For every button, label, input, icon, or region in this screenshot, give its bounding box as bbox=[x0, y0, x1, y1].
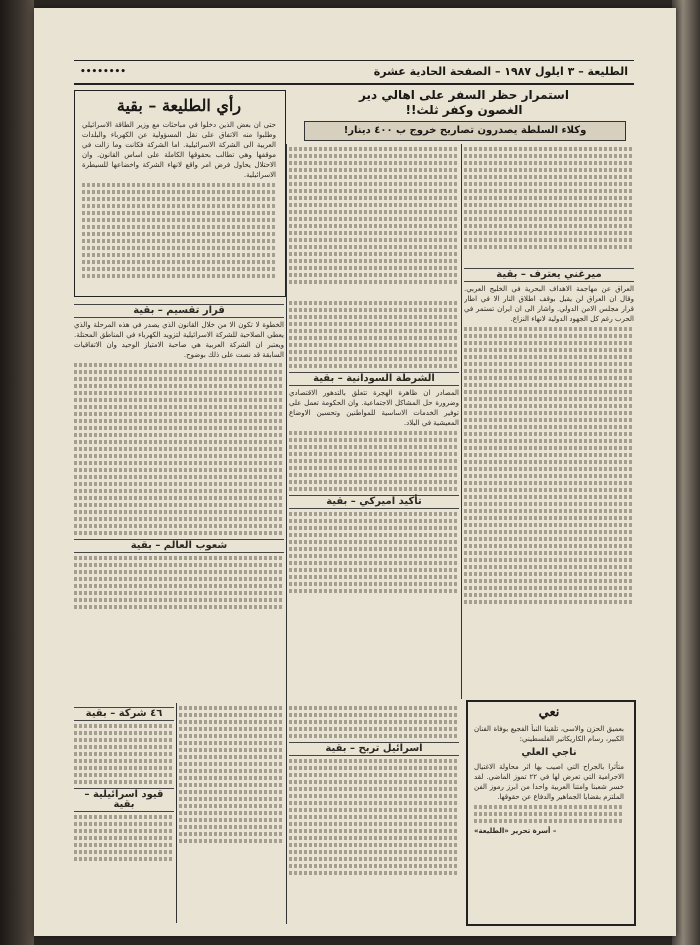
section-title-merghani: ميرغني يعترف – بقية bbox=[464, 268, 634, 282]
headline bbox=[284, 88, 644, 118]
column-middle bbox=[289, 298, 459, 698]
article-middle-upper bbox=[289, 144, 459, 294]
obituary-text: متأثرا بالجراح التي اصيب بها اثر محاولة الاغتيال الاجرامية التي تعرض لها في ٢٢ تموز الماضي. لقد خسر شعبنا وامتنا العربية واحدا من ابرز رموز الفن الملتزم بقضايا الجماهير والدفاع عن حقوقها. bbox=[474, 763, 624, 801]
sudan-text: المصادر ان ظاهرة الهجرة تتعلق بالتدهور الاقتصادي وضرورة حل المشاكل الاجتماعية. وان الحكومة تعمل على توفير الخدمات الاساسية للمواطنين وتحسين الاوضاع المعيشية في البلاد. bbox=[289, 389, 459, 427]
section-title-us: تأكيد اميركي – بقية bbox=[289, 495, 459, 509]
section-title-sudan: الشرطة السودانية – بقية bbox=[289, 372, 459, 386]
section-title-partition: قرار تقسيم – بقية bbox=[74, 304, 284, 318]
column-rule bbox=[286, 144, 287, 924]
header-date-label: الطليعة – ٣ ايلول ١٩٨٧ – الصفحة الحادية عشرة bbox=[373, 65, 628, 78]
column-right bbox=[464, 264, 634, 694]
obituary-body bbox=[474, 724, 624, 920]
obituary-lead: بعميق الحزن والاسى، تلقينا النبأ الفجيع بوفاة الفنان الكبير، رسام الكاريكاتير الفلسطيني: bbox=[474, 725, 624, 743]
obituary-title: نعي bbox=[538, 705, 560, 720]
column-lower-left-2 bbox=[179, 703, 284, 923]
column-lower-middle bbox=[289, 703, 459, 923]
column-left bbox=[74, 300, 284, 700]
obituary-signoff: – أسرة تحرير «الطليعة» bbox=[474, 827, 557, 835]
section-title-israel: اسرائيل تربح – بقية bbox=[289, 742, 459, 756]
column-rule bbox=[176, 703, 177, 923]
article-right-upper bbox=[464, 144, 634, 264]
opinion-body bbox=[82, 120, 276, 290]
column-rule bbox=[461, 144, 462, 699]
merghani-text: العراق عن مهاجمة الاهداف البحرية في الخليج العربي. وقال ان العراق لن يقبل بوقف اطلاق النار الا في اطار قرار مجلس الامن الدولي. واشار الى ان ايران تستمر في الحرب رغم كل الجهود الدولية لانهاء النزاع. bbox=[464, 285, 634, 323]
opinion-text: حتى ان بعض الذين دخلوا في مباحثات مع وزير الطاقة الاسرائيلي وطلبوا منه الاتفاق على نقل المسؤولية عن الكهرباء والبلدات العربية الى الشركة الاسرائيلية. اما الشركة فكانت وما زالت في موقفها وهي تطالب بحقوقها الكاملة على اساس القانون. وان الاحتلال يحاول فرض امر واقع لانهاء الشركة واخضاعها للسيطرة الاسرائيلية. bbox=[82, 121, 276, 179]
opinion-title: رأي الطليعة – بقية bbox=[116, 96, 242, 115]
headline-line-2: الغصون وكفر ثلث!! bbox=[405, 103, 523, 117]
section-title-world: شعوب العالم – بقية bbox=[74, 539, 284, 553]
subheadline: وكلاء السلطة يصدرون تصاريح خروج ب ٤٠٠ دينار! bbox=[304, 121, 626, 141]
newspaper-page bbox=[34, 8, 676, 936]
page-header bbox=[74, 60, 634, 85]
obituary-name: ناجي العلي bbox=[521, 747, 577, 758]
headline-line-1: استمرار حظر السفر على اهالي دير bbox=[359, 88, 569, 102]
column-lower-left bbox=[74, 703, 174, 923]
book-spine-shadow bbox=[0, 0, 34, 945]
section-title-limits: قيود اسرائيلية – بقية bbox=[74, 788, 174, 812]
binding-edge bbox=[672, 0, 700, 945]
header-decoration: •••••••• bbox=[80, 67, 127, 77]
partition-text: الخطوة لا تكون الا من خلال القانون الذي يصدر في هذه المرحلة والذي يعطي الصلاحية للشركة الاسرائيلية لتزويد الكهرباء في المناطق المحتلة. ويعتبر ان الشركة العربية هي صاحبة الامتياز الوحيد وان الاتفاقيات السابقة قد نصت على ذلك بوضوح. bbox=[74, 321, 284, 359]
section-title-46: ٤٦ شركة – بقية bbox=[74, 707, 174, 721]
